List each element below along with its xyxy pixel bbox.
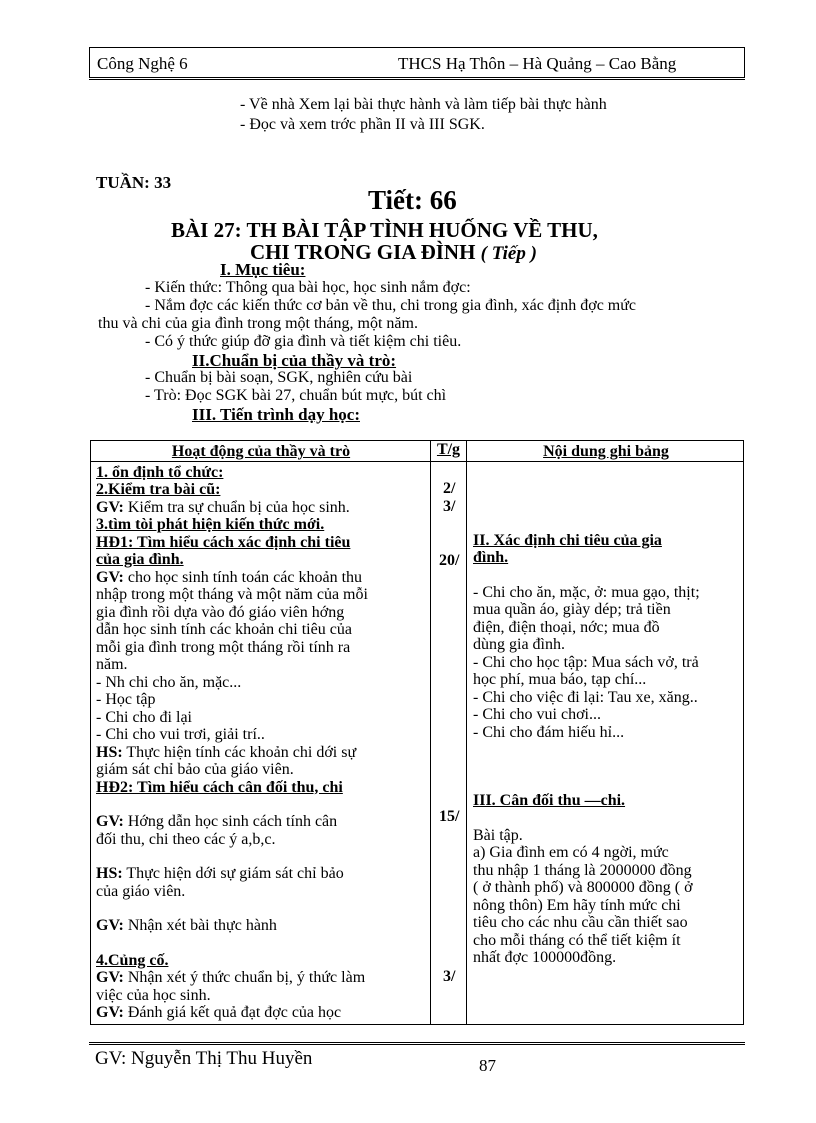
spacer xyxy=(473,758,739,775)
gv-balance-line-2: đối thu, chi theo các ý a,b,c. xyxy=(96,830,276,848)
list-item: - Chi cho đi lại xyxy=(96,708,192,726)
content-column xyxy=(467,461,744,1024)
hs-text: Thực hiện tính các khoản chi dới sự xyxy=(122,743,357,761)
gv-consolidate-line-1 xyxy=(96,969,426,987)
content-line: - Chi cho đám hiếu hỉ... xyxy=(473,723,625,741)
content-line: điện, điện thoại, nớc; mua đồ xyxy=(473,618,660,636)
table-header-row xyxy=(91,441,744,462)
header-subject: Công Nghệ 6 xyxy=(97,54,188,73)
preparation-student: - Trò: Đọc SGK bài 27, chuẩn bút mực, bút chì xyxy=(145,387,447,404)
spacer xyxy=(473,481,739,498)
content-line: - Chi cho việc đi lại: Tau xe, xăng.. xyxy=(473,688,698,706)
gv-balance-line-1 xyxy=(96,813,426,831)
gv-guide-line-3: gia đình rồi dựa vào đó giáo viên hớng xyxy=(96,603,345,621)
objective-attitude: - Có ý thức giúp đỡ gia đình và tiết kiệm chi tiêu. xyxy=(145,333,462,350)
objectives-heading: I. Mục tiêu: xyxy=(220,260,306,279)
gv-label: GV: xyxy=(96,568,124,586)
content-line: - Chi cho học tập: Mua sách vở, trả xyxy=(473,653,699,671)
gv-guide-line-2: nhập trong một tháng và một năm của mỗi xyxy=(96,586,368,603)
header-school: THCS Hạ Thôn – Hà Quảng – Cao Bằng xyxy=(398,54,677,73)
time-step-2: 3/ xyxy=(443,497,456,515)
hd1-line-2: của gia đình. xyxy=(96,551,184,568)
spacer xyxy=(473,464,739,481)
gv-check xyxy=(96,499,426,517)
week-label: TUẦN: 33 xyxy=(96,173,172,192)
header-time: T/g xyxy=(431,441,467,462)
time-column xyxy=(431,461,467,1024)
hs2-text: Thực hiện dới sự giám sát chỉ bảo xyxy=(122,865,344,882)
gv-balance-text: Hớng dẫn học sinh cách tính cân xyxy=(123,813,338,830)
objective-knowledge: - Kiến thức: Thông qua bài học, học sinh nắm đợc: xyxy=(145,279,471,296)
spacer xyxy=(96,935,426,952)
process-heading: III. Tiến trình dạy học: xyxy=(192,405,360,424)
time-hd2: 15/ xyxy=(439,807,460,825)
gv-review-text: Nhận xét bài thực hành xyxy=(123,917,277,934)
gv-label: GV: xyxy=(96,813,124,830)
hd2-heading: HĐ2: Tìm hiểu cách cân đối thu, chi xyxy=(96,778,343,796)
list-item: - Chi cho vui trơi, giải trí.. xyxy=(96,726,265,743)
page-number: 87 xyxy=(479,1056,496,1075)
gv-label: GV: xyxy=(96,498,124,516)
footer-rule xyxy=(89,1042,745,1045)
spacer xyxy=(96,848,426,865)
content-line: mua quần áo, giày dép; trả tiền xyxy=(473,601,671,618)
activity-column xyxy=(91,461,431,1024)
gv-consolidate-text: Nhận xét ý thức chuẩn bị, ý thức làm xyxy=(123,969,366,986)
time-step-4: 3/ xyxy=(443,967,456,985)
gv-review xyxy=(96,917,426,935)
spacer xyxy=(473,515,739,532)
spacer xyxy=(96,900,426,917)
gv-label: GV: xyxy=(96,1004,124,1021)
exercise-line: thu nhập 1 tháng là 2000000 đồng xyxy=(473,861,692,879)
gv-evaluate-text: Đánh giá kết quả đạt đợc của học xyxy=(123,1004,342,1021)
gv-guide-line-5: mỗi gia đình trong một tháng rồi tính ra xyxy=(96,638,351,656)
footer-teacher: GV: Nguyễn Thị Thu Huyền xyxy=(95,1048,313,1069)
objective-skill-line-2: thu và chi của gia đình trong một tháng, một năm. xyxy=(98,315,418,332)
lesson-title-line-1: BÀI 27: TH BÀI TẬP TÌNH HUỐNG VỀ THU, xyxy=(171,218,598,242)
content-heading-ii-line-1: II. Xác định chi tiêu của gia xyxy=(473,531,662,549)
lesson-title-suffix: ( Tiếp ) xyxy=(480,243,537,264)
exercise-line: nhất đợc 100000đồng. xyxy=(473,949,617,966)
hs2-line-2: của giáo viên. xyxy=(96,882,186,900)
gv-consolidate-line-2: việc của học sinh. xyxy=(96,986,211,1004)
hs-line-2: giám sát chỉ bảo của giáo viên. xyxy=(96,761,294,778)
content-line: học phí, mua báo, tạp chí... xyxy=(473,671,647,688)
step-1: 1. ổn định tổ chức: xyxy=(96,463,224,481)
homework-line-2: - Đọc và xem trớc phần II và III SGK. xyxy=(240,116,485,133)
spacer xyxy=(473,741,739,758)
content-heading-ii-line-2: đình. xyxy=(473,549,509,566)
time-step-1: 2/ xyxy=(443,479,456,497)
gv-label: GV: xyxy=(96,917,124,934)
table-body-row xyxy=(91,461,744,1024)
step-4: 4.Củng cố. xyxy=(96,951,169,969)
spacer xyxy=(473,498,739,515)
gv-guide-line-6: năm. xyxy=(96,656,128,673)
gv-check-text: Kiểm tra sự chuẩn bị của học sinh. xyxy=(123,498,350,516)
step-2: 2.Kiểm tra bài cũ: xyxy=(96,481,221,498)
step-3: 3.tìm tòi phát hiện kiến thức mới. xyxy=(96,516,325,533)
period-title: Tiết: 66 xyxy=(368,185,457,215)
objective-skill-line-1: - Nắm đợc các kiến thức cơ bản về thu, chi trong gia đình, xác định đợc mức xyxy=(145,297,637,314)
preparation-heading: II.Chuẩn bị của thầy và trò: xyxy=(192,351,397,370)
content-line: - Chi cho ăn, mặc, ở: mua gạo, thịt; xyxy=(473,583,700,601)
list-item: - Nh chi cho ăn, mặc... xyxy=(96,673,242,691)
hs-line-1 xyxy=(96,744,426,762)
gv-guide-line-1 xyxy=(96,569,426,587)
gv-guide-text: cho học sinh tính toán các khoản thu xyxy=(123,568,363,586)
list-item: - Học tập xyxy=(96,691,156,708)
header-activity: Hoạt động của thầy và trò xyxy=(91,441,431,462)
header-rule xyxy=(89,77,745,80)
content-line: dùng gia đình. xyxy=(473,636,565,653)
header-content: Nội dung ghi bảng xyxy=(467,441,744,462)
time-hd1: 20/ xyxy=(439,551,460,569)
hs2-line-1 xyxy=(96,865,426,883)
lesson-plan-table xyxy=(90,440,744,1025)
exercise-line: cho mỗi tháng có thể tiết kiệm ít xyxy=(473,931,681,949)
spacer xyxy=(473,567,739,584)
exercise-line: tiêu cho các nhu cầu cần thiết sao xyxy=(473,914,688,931)
gv-evaluate xyxy=(96,1004,426,1022)
content-line: - Chi cho vui chơi... xyxy=(473,706,601,723)
spacer xyxy=(473,775,739,792)
exercise-label: Bài tập. xyxy=(473,826,523,844)
hd1-line-1: HĐ1: Tìm hiểu cách xác định chi tiêu xyxy=(96,533,351,551)
exercise-line: ( ở thành phố) và 800000 đồng ( ở xyxy=(473,879,693,896)
hs-label: HS: xyxy=(96,743,123,761)
preparation-teacher: - Chuẩn bị bài soạn, SGK, nghiên cứu bài xyxy=(145,369,413,386)
hs-label: HS: xyxy=(96,865,123,882)
spacer xyxy=(96,796,426,813)
homework-line-1: - Về nhà Xem lại bài thực hành và làm tiếp bài thực hành xyxy=(240,96,607,113)
gv-guide-line-4: dẫn học sinh tính các khoản chi tiêu của xyxy=(96,621,352,638)
gv-label: GV: xyxy=(96,969,124,986)
content-heading-iii: III. Cân đối thu —chi. xyxy=(473,792,626,809)
exercise-line: nông thôn) Em hãy tính mức chi xyxy=(473,896,681,914)
lesson-title-text: CHI TRONG GIA ĐÌNH xyxy=(250,240,476,264)
exercise-line: a) Gia đình em có 4 ngời, mức xyxy=(473,844,669,861)
spacer xyxy=(473,810,739,827)
